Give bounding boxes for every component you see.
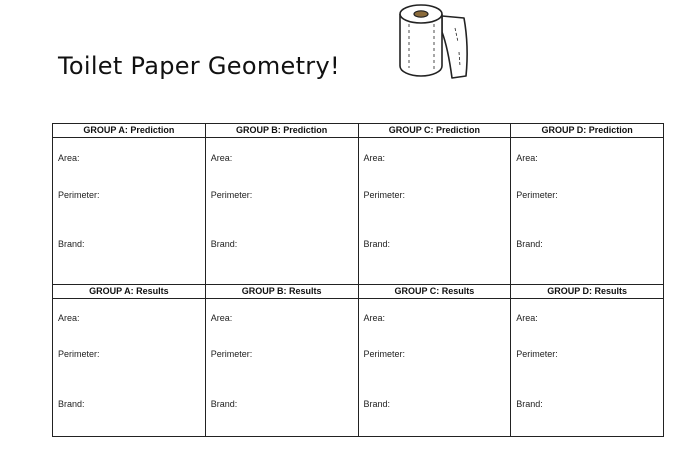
perimeter-label: Perimeter: [58, 190, 100, 200]
result-cell-c [358, 299, 511, 437]
prediction-cell-d [511, 138, 664, 285]
perimeter-label: Perimeter: [363, 349, 406, 359]
brand-label: Brand: [516, 239, 543, 249]
prediction-header-a: GROUP A: Prediction [53, 124, 206, 138]
area-label: Area: [210, 153, 233, 163]
result-cell-d [511, 299, 664, 437]
result-header-c: GROUP C: Results [358, 285, 511, 299]
perimeter-label: Perimeter: [516, 190, 558, 200]
prediction-header-b: GROUP B: Prediction [205, 124, 358, 138]
area-label: Area: [58, 313, 80, 323]
area-label: Area: [210, 313, 233, 323]
area-label: Area: [363, 313, 386, 323]
perimeter-label: Perimeter: [210, 349, 253, 359]
brand-label: Brand: [58, 399, 85, 409]
group-table [52, 123, 664, 437]
area-label: Area: [516, 313, 538, 323]
prediction-cell-a [53, 138, 206, 285]
result-cell-b [205, 299, 358, 437]
perimeter-label: Perimeter: [516, 349, 558, 359]
brand-label: Brand: [363, 239, 391, 249]
area-label: Area: [363, 153, 386, 163]
prediction-header-c: GROUP C: Prediction [358, 124, 511, 138]
result-header-b: GROUP B: Results [205, 285, 358, 299]
brand-label: Brand: [516, 399, 543, 409]
prediction-cell-c [358, 138, 511, 285]
brand-label: Brand: [210, 399, 238, 409]
area-label: Area: [58, 153, 80, 163]
result-cell-a [53, 299, 206, 437]
result-header-d: GROUP D: Results [511, 285, 664, 299]
area-label: Area: [516, 153, 538, 163]
toilet-paper-roll-icon [382, 2, 472, 82]
prediction-cell-b [205, 138, 358, 285]
brand-label: Brand: [58, 239, 85, 249]
perimeter-label: Perimeter: [58, 349, 100, 359]
brand-label: Brand: [363, 399, 391, 409]
page-title: Toilet Paper Geometry! [58, 52, 340, 80]
brand-label: Brand: [210, 239, 238, 249]
perimeter-label: Perimeter: [363, 190, 406, 200]
prediction-header-d: GROUP D: Prediction [511, 124, 664, 138]
result-header-a: GROUP A: Results [53, 285, 206, 299]
perimeter-label: Perimeter: [210, 190, 253, 200]
